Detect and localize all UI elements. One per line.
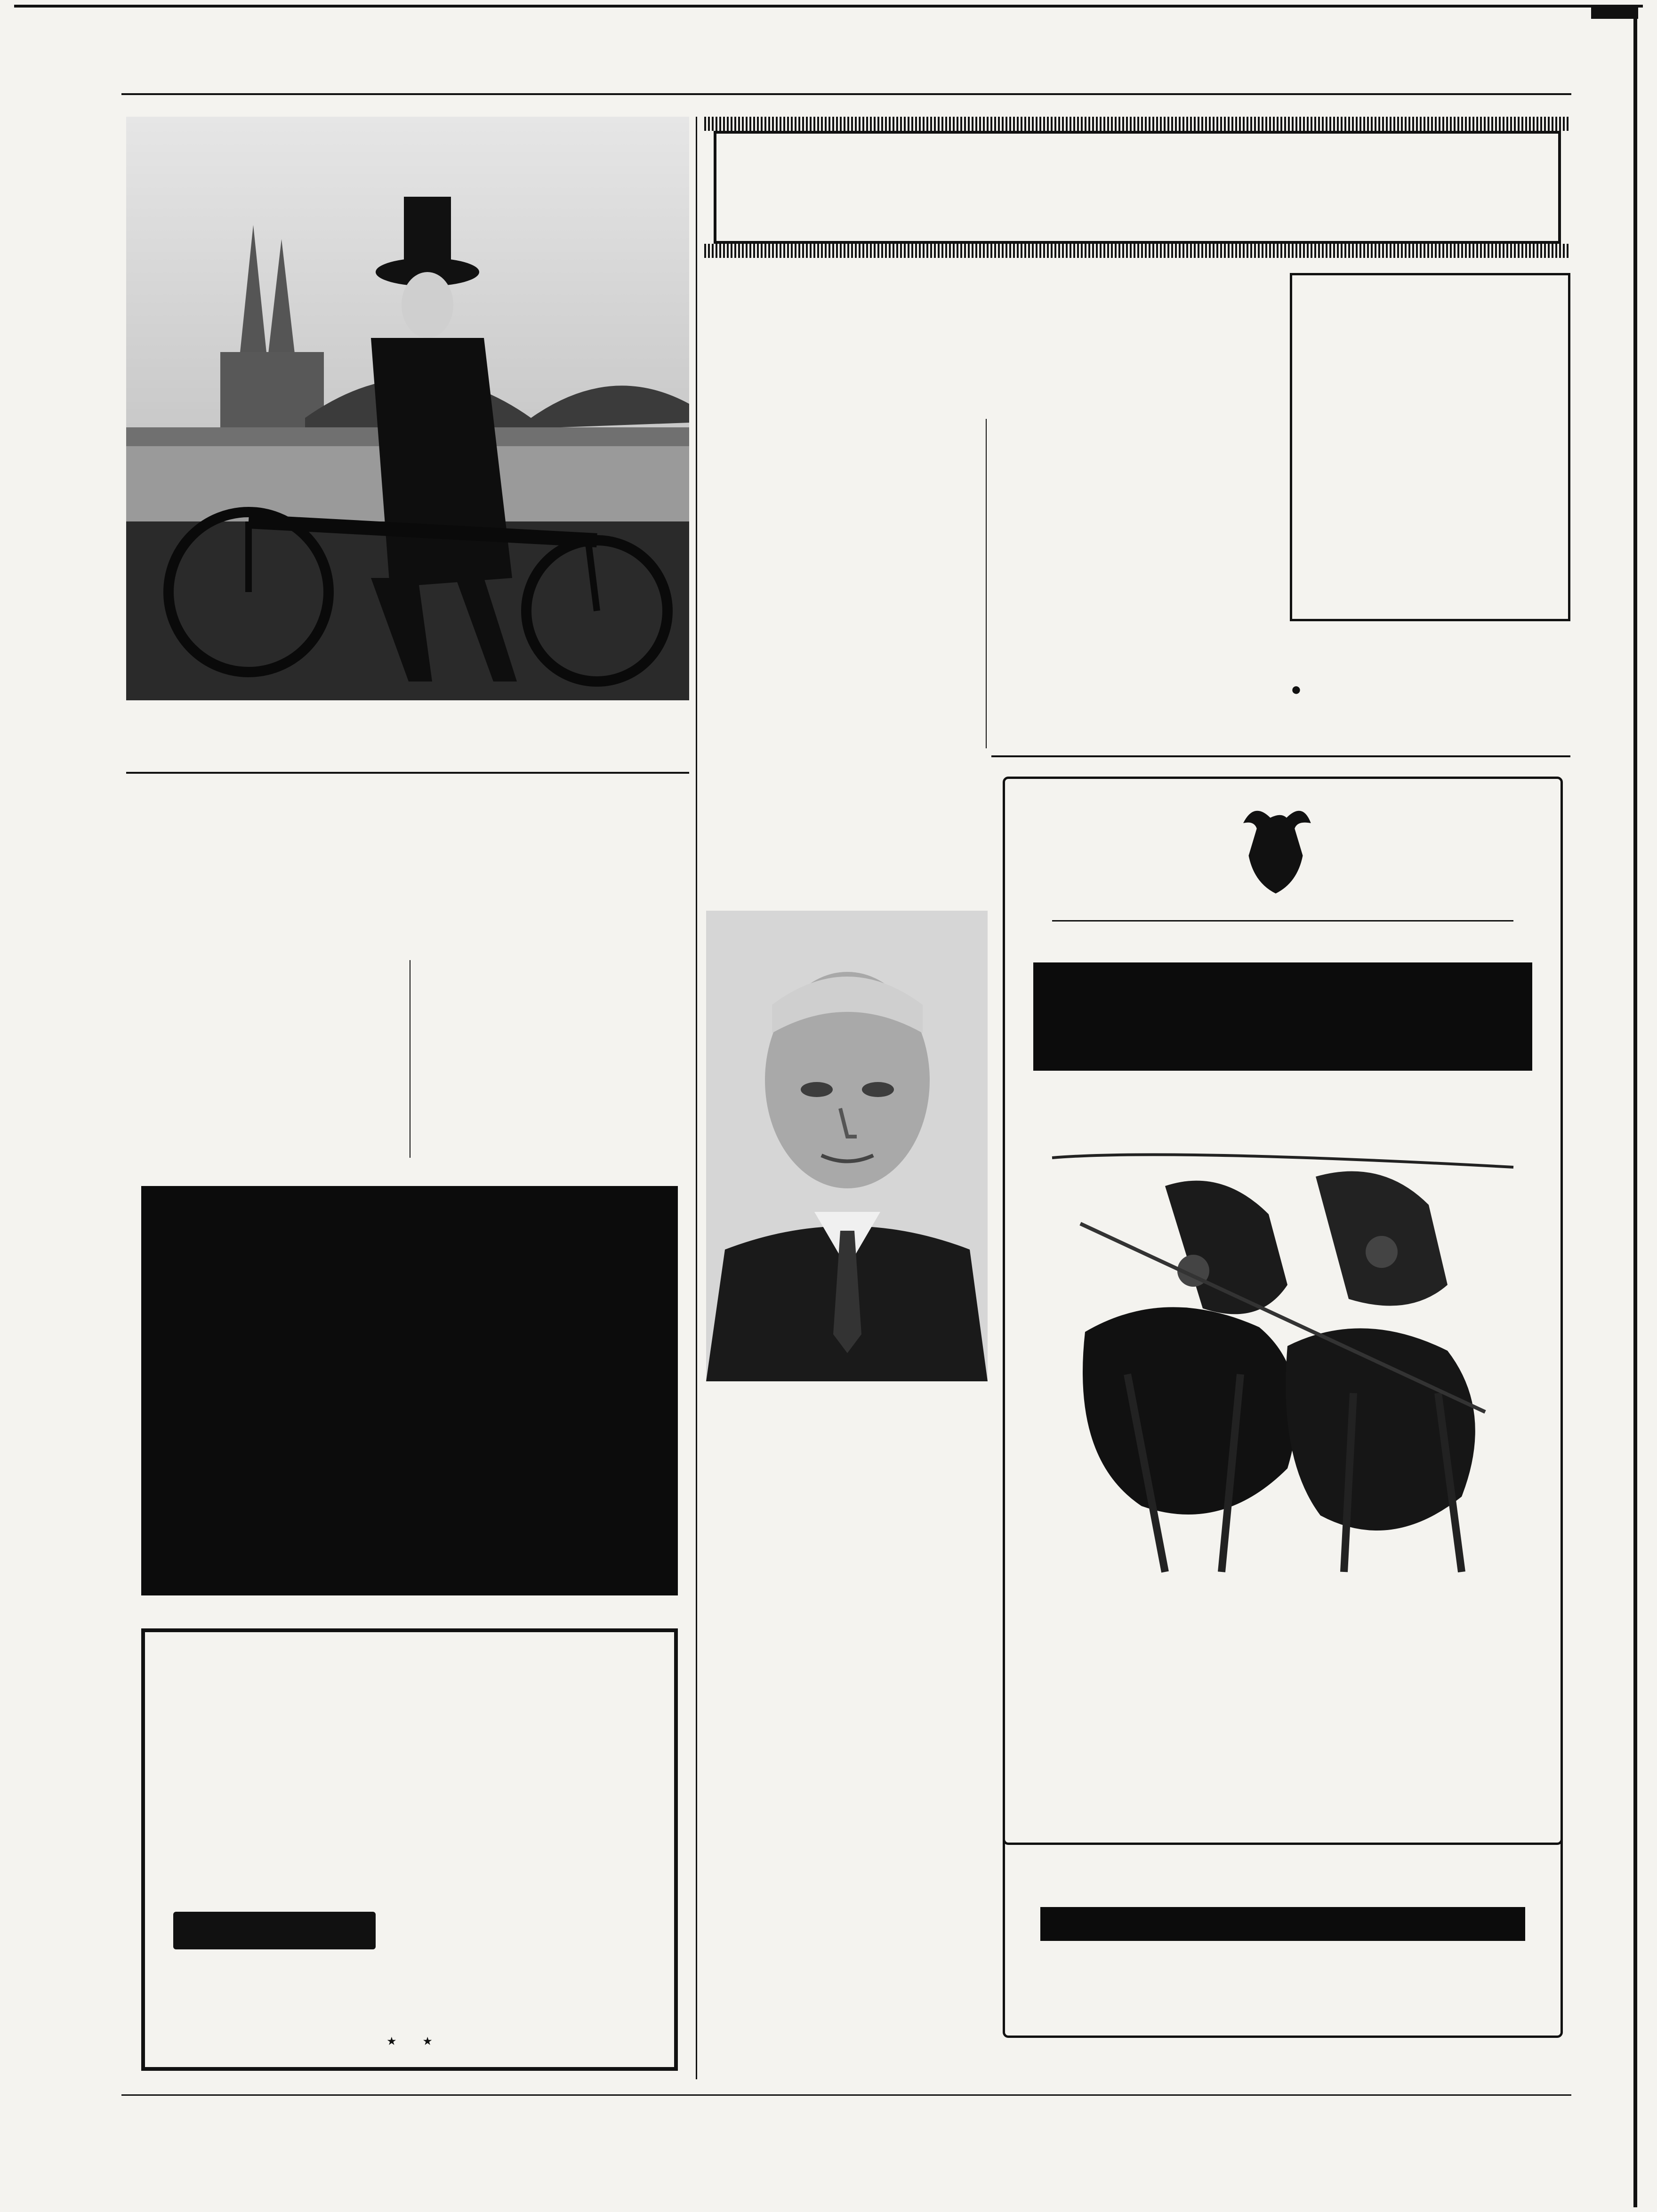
ultimas-banner-text-wrap [714,131,1561,244]
governador-photo-image [706,911,988,1381]
brando-body-col1 [123,960,406,1158]
page-right-border [1633,5,1637,2207]
brasil-ad [141,1628,678,2071]
campo-ad-lower-frame [1003,1675,1563,2038]
campo-title-left-wrap [1043,831,1240,901]
wilson-body-col1 [709,418,982,889]
campo-promo-box [1033,962,1532,1071]
bicycle-photo-image [126,117,689,700]
ultimas-banner-hatch-top [704,117,1570,131]
page-corner-mark [1591,5,1638,19]
column-rule-center [696,117,697,2079]
brasil-org-block [173,1905,376,1949]
homem-cercado-body [709,1906,988,2080]
bicycle-photo [126,117,689,700]
bullet-icon: ● [1291,680,1302,699]
brando-headline-3 [278,904,692,960]
brando-headline-2 [202,850,689,901]
ultimas-banner [704,117,1570,258]
footer-rule [121,2094,1571,2096]
brasil-onu-box [1290,273,1570,621]
governador-body [709,1474,988,1818]
campo-date-rule [1052,920,1513,922]
brasil-org-logo [173,1912,376,1949]
star-icon: ★ [422,2035,433,2048]
vida-politica-sub [1291,679,1570,700]
brando-body-col2 [414,960,692,1158]
campo-title-right-wrap [1330,831,1546,901]
picador-illustration [1024,1127,1542,1579]
brando-headline-1 [126,781,689,847]
page-top-border [14,5,1643,8]
wilson-body-col2 [991,418,1274,747]
bull-icon [1222,788,1330,901]
wilson-headline-1-wrap [704,268,1279,351]
governador-photo [706,911,988,1381]
turismo-ad [141,1186,678,1595]
vida-politica-body [1291,702,1570,749]
vida-politica-headline-wrap [1290,626,1572,678]
brasil-footer [145,2032,674,2051]
brando-top-rule [126,772,689,774]
wilson-bottom-rule [991,755,1570,757]
star-icon: ★ [386,2035,397,2048]
ultimas-banner-hatch-bottom [704,244,1570,258]
wilson-col-rule [986,419,987,748]
header-rule [121,93,1571,95]
